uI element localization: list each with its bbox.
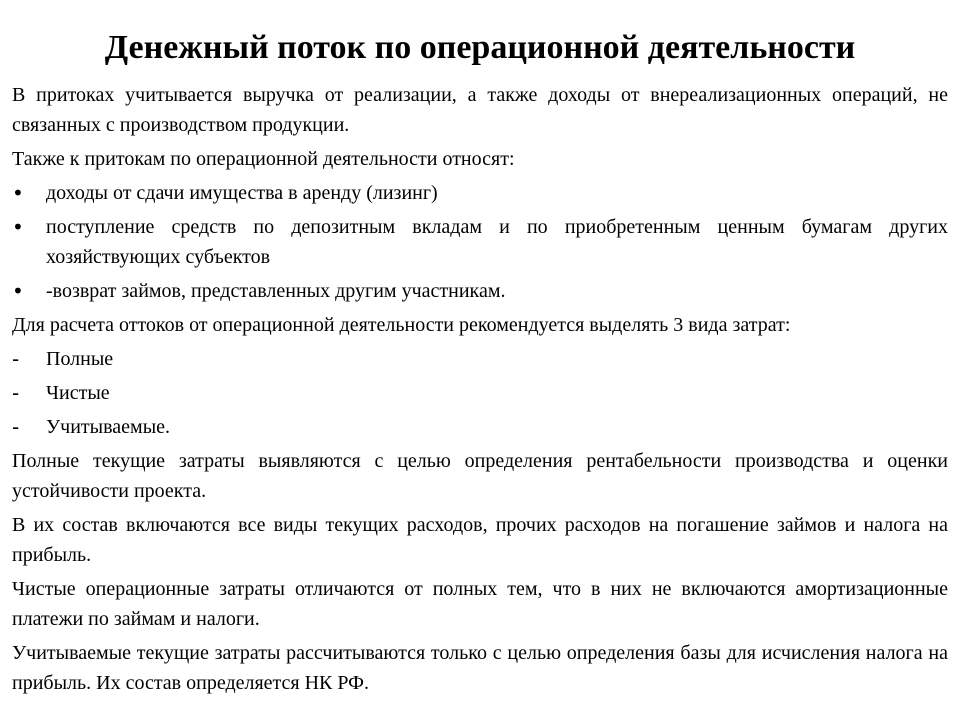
list-item (12, 178, 948, 208)
list-item (12, 212, 948, 272)
paragraph-net-costs: Чистые операционные затраты отличаются от полных тем, что в них не включаются амортизационные платежи по займам и налоги. (12, 578, 948, 630)
list-item-text: Полные (46, 348, 114, 370)
dash-icon: - (12, 415, 20, 439)
bullet-icon: • (12, 215, 24, 239)
bullet-icon: • (12, 279, 24, 303)
paragraph-full-costs-composition: В их состав включаются все виды текущих расходов, прочих расходов на погашение займов и налога на прибыль. (12, 514, 948, 566)
dash-icon: - (12, 381, 20, 405)
list-item (12, 344, 948, 374)
list-item (12, 276, 948, 306)
paragraph-inflows-intro: Также к притокам по операционной деятельности относят: (12, 148, 515, 170)
bullet-icon: • (12, 181, 24, 205)
slide-content (12, 80, 948, 698)
list-item-text: доходы от сдачи имущества в аренду (лизинг) (46, 182, 438, 204)
cost-types-list (12, 344, 948, 442)
list-item-text: поступление средств по депозитным вкладам и по приобретенным ценным бумагам других хозяйствующих субъектов (46, 216, 948, 268)
paragraph-revenue-inflows: В притоках учитывается выручка от реализации, а также доходы от внереализационных операций, не связанных с производством продукции. (12, 84, 948, 136)
list-item-text: Чистые (46, 382, 110, 404)
list-item-text: -возврат займов, представленных другим участникам. (46, 280, 506, 302)
paragraph-accounted-costs: Учитываемые текущие затраты рассчитываются только с целью определения базы для исчисления налога на прибыль. Их состав определяется НК РФ. (12, 642, 948, 694)
paragraph-outflows-intro: Для расчета оттоков от операционной деятельности рекомендуется выделять 3 вида затрат: (12, 314, 791, 336)
list-item-text: Учитываемые. (46, 416, 171, 438)
list-item (12, 412, 948, 442)
dash-icon: - (12, 347, 20, 371)
inflow-list (12, 178, 948, 306)
slide-title: Денежный поток по операционной деятельности (104, 29, 856, 66)
paragraph-full-costs: Полные текущие затраты выявляются с целью определения рентабельности производства и оценки устойчивости проекта. (12, 450, 948, 502)
list-item (12, 378, 948, 408)
